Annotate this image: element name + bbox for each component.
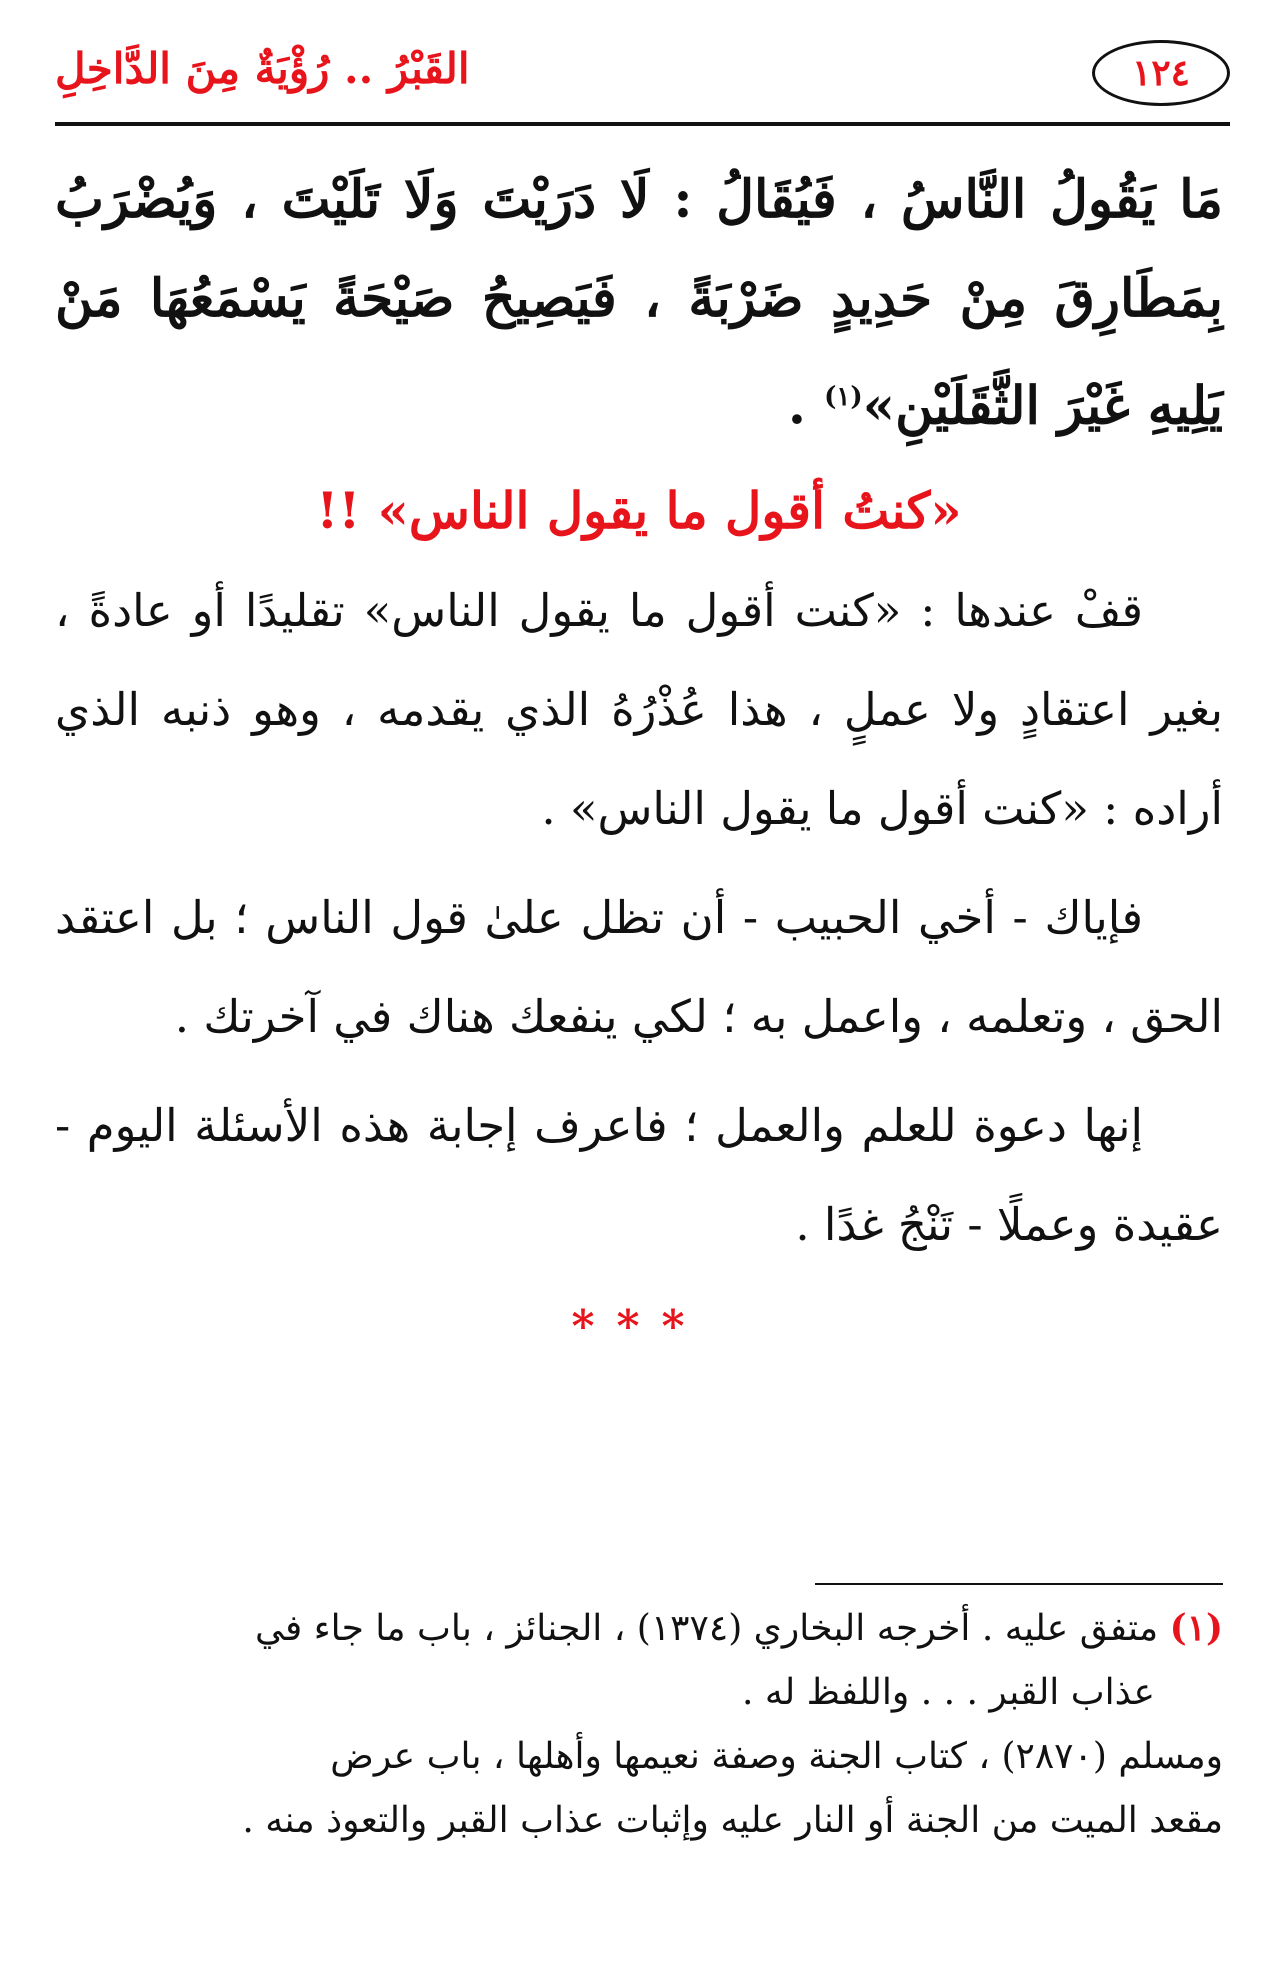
footnote-marker: (١) [1169,1607,1223,1649]
hadith-end: . [787,375,825,437]
footnote-line: عذاب القبر . . . واللفظ له . [742,1672,1155,1713]
footnote-text: متفق عليه . أخرجه البخاري (١٣٧٤) ، الجنائز ، باب ما جاء في [255,1608,1170,1649]
main-text [55,150,1223,1372]
footnote-line: مقعد الميت من الجنة أو النار عليه وإثبات عذاب القبر والتعوذ منه . [242,1800,1223,1841]
section-separator: *** [571,1301,707,1353]
paragraph: فإياك - أخي الحبيب - أن تظل علىٰ قول الناس ؛ بل اعتقد الحق ، وتعلمه ، واعمل به ؛ لكي ينفعك هناك في آخرتك . [55,891,1223,1044]
paragraph: قفْ عندها : «كنت أقول ما يقول الناس» تقليدًا أو عادةً ، بغير اعتقادٍ ولا عملٍ ، هذا عُذْرُهُ الذي يقدمه ، وهو ذنبه الذي أراده : «كنت أقول ما يقول الناس» . [55,584,1223,836]
hadith-text [55,150,1223,455]
footnote-reference[interactable]: (١) [824,382,863,412]
page-header [55,34,1230,124]
header-divider [55,122,1230,126]
footnote-divider [815,1583,1223,1585]
footnotes [40,1596,1223,1853]
footnote-line [40,1596,1223,1661]
page-number: ١٢٤ [1092,40,1230,106]
section-heading: «كنتُ أقول ما يقول الناس» !! [316,481,962,541]
running-title: القَبْرُ .. رُؤْيَةٌ مِنَ الدَّاخِلِ [55,44,470,93]
hadith-body: مَا يَقُولُ النَّاسُ ، فَيُقَالُ : لَا دَرَيْتَ وَلَا تَلَيْتَ ، وَيُضْرَبُ بِمَطَارِقَ مِنْ حَدِيدٍ ضَرْبَةً ، فَيَصِيحُ صَيْحَةً يَسْمَعُهَا مَنْ يَلِيهِ غَيْرَ الثَّقَلَيْنِ» [55,169,1223,437]
footnote-line: ومسلم (٢٨٧٠) ، كتاب الجنة وصفة نعيمها وأهلها ، باب عرض [330,1736,1223,1777]
paragraph: إنها دعوة للعلم والعمل ؛ فاعرف إجابة هذه الأسئلة اليوم - عقيدة وعملًا - تَنْجُ غدًا . [55,1099,1223,1252]
